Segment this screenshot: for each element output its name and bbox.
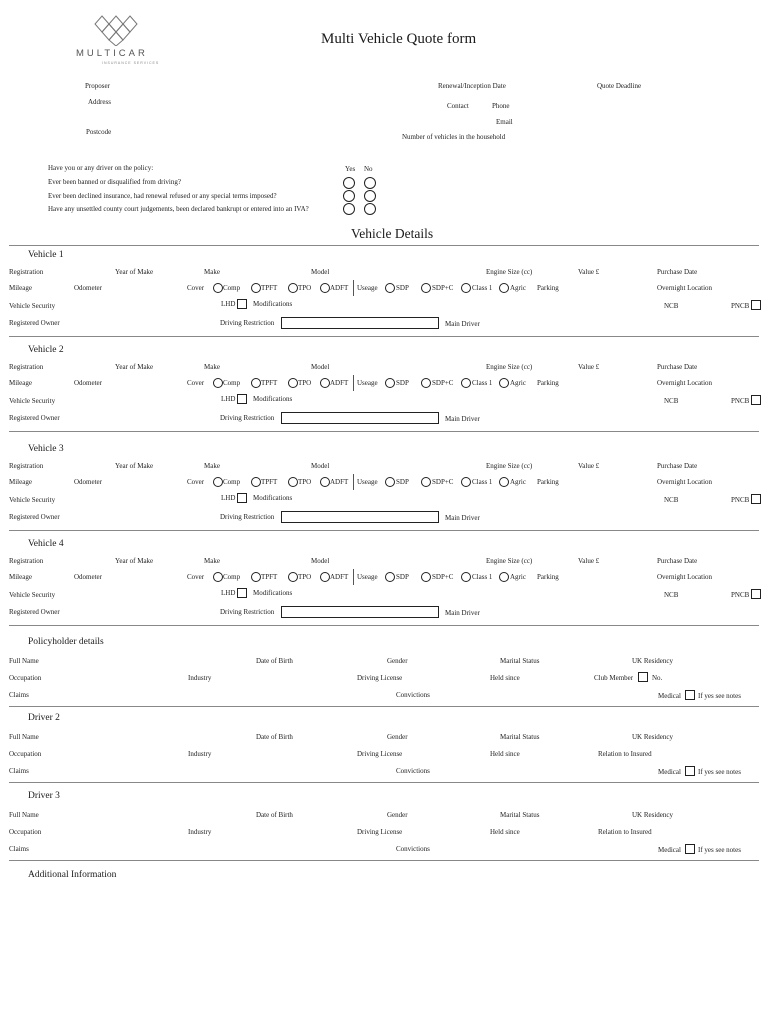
engine-size-label: Engine Size (cc) (486, 268, 533, 276)
tpft-label: TPFT (261, 379, 278, 387)
uk-residency-label: UK Residency (632, 733, 674, 741)
driving-restriction-label: Driving Restriction (220, 608, 275, 616)
full-name-label: Full Name (9, 657, 39, 665)
class1-label: Class 1 (472, 478, 493, 486)
question-declined: Ever been declined insurance, had renewal refused or any special terms imposed? (48, 192, 277, 200)
yes-label: Yes (345, 165, 356, 173)
lhd-checkbox[interactable] (237, 588, 247, 598)
cover-label: Cover (187, 284, 205, 292)
odometer-label: Odometer (74, 379, 102, 387)
useage-label: Useage (357, 379, 378, 387)
useage-agric-radio[interactable] (499, 283, 509, 293)
club-member-checkbox[interactable] (638, 672, 648, 682)
occupation-label: Occupation (9, 828, 42, 836)
useage-sdp-radio[interactable] (385, 572, 395, 582)
class1-label: Class 1 (472, 284, 493, 292)
cover-tpo-radio[interactable] (288, 378, 298, 388)
separator (353, 569, 354, 585)
lhd-label: LHD (221, 395, 236, 403)
registered-owner-label: Registered Owner (9, 319, 60, 327)
held-since-label: Held since (490, 750, 520, 758)
cover-label: Cover (187, 379, 205, 387)
overnight-location-label: Overnight Location (657, 379, 713, 387)
cover-adft-radio[interactable] (320, 283, 330, 293)
tpo-label: TPO (298, 573, 312, 581)
agric-label: Agric (510, 379, 526, 387)
lhd-label: LHD (221, 300, 236, 308)
odometer-label: Odometer (74, 573, 102, 581)
relation-label: Relation to Insured (598, 828, 652, 836)
driving-licence-label: Driving License (357, 828, 403, 836)
useage-sdpc-radio[interactable] (421, 378, 431, 388)
occupation-label: Occupation (9, 674, 42, 682)
medical-label: Medical (658, 846, 681, 854)
vehicle-security-label: Vehicle Security (9, 591, 56, 599)
club-member-label: Club Member (594, 674, 634, 682)
vehicle-details-title: Vehicle Details (351, 226, 434, 241)
driving-restriction-input[interactable] (281, 511, 439, 523)
year-of-make-label: Year of Make (115, 462, 154, 470)
medical-label: Medical (658, 768, 681, 776)
lhd-checkbox[interactable] (237, 493, 247, 503)
sdpc-label: SDP+C (432, 284, 454, 292)
model-label: Model (311, 462, 330, 470)
divider (9, 530, 759, 531)
address-label: Address (88, 98, 111, 106)
main-driver-label: Main Driver (445, 514, 480, 522)
modifications-label: Modifications (253, 395, 293, 403)
overnight-location-label: Overnight Location (657, 573, 713, 581)
sdp-label: SDP (396, 284, 409, 292)
page-title: Multi Vehicle Quote form (321, 31, 477, 47)
modifications-label: Modifications (253, 589, 293, 597)
sdpc-label: SDP+C (432, 379, 454, 387)
cover-comp-radio[interactable] (213, 477, 223, 487)
claims-label: Claims (9, 767, 29, 775)
dob-label: Date of Birth (256, 657, 293, 665)
question-banned: Ever been banned or disqualified from driving? (48, 178, 181, 186)
class1-label: Class 1 (472, 573, 493, 581)
tpft-label: TPFT (261, 478, 278, 486)
ncb-label: NCB (664, 496, 679, 504)
renewal-date-label: Renewal/Inception Date (438, 82, 506, 90)
convictions-label: Convictions (396, 767, 430, 775)
marital-status-label: Marital Status (500, 657, 540, 665)
cover-tpft-radio[interactable] (251, 572, 261, 582)
marital-status-label: Marital Status (500, 811, 540, 819)
lhd-checkbox[interactable] (237, 299, 247, 309)
phone-label: Phone (492, 102, 510, 110)
model-label: Model (311, 363, 330, 371)
occupation-label: Occupation (9, 750, 42, 758)
year-of-make-label: Year of Make (115, 363, 154, 371)
claims-label: Claims (9, 691, 29, 699)
modifications-label: Modifications (253, 300, 293, 308)
ncb-label: NCB (664, 591, 679, 599)
sdp-label: SDP (396, 478, 409, 486)
registration-label: Registration (9, 268, 44, 276)
comp-label: Comp (223, 573, 241, 581)
overnight-location-label: Overnight Location (657, 478, 713, 486)
cover-adft-radio[interactable] (320, 572, 330, 582)
cover-adft-radio[interactable] (320, 477, 330, 487)
parking-label: Parking (537, 478, 559, 486)
driving-restriction-input[interactable] (281, 412, 439, 424)
pncb-label: PNCB (731, 397, 750, 405)
cover-tpft-radio[interactable] (251, 378, 261, 388)
useage-sdp-radio[interactable] (385, 477, 395, 487)
adft-label: ADFT (330, 379, 349, 387)
marital-status-label: Marital Status (500, 733, 540, 741)
useage-label: Useage (357, 573, 378, 581)
divider (9, 782, 759, 783)
registration-label: Registration (9, 363, 44, 371)
divider (9, 625, 759, 626)
class1-label: Class 1 (472, 379, 493, 387)
useage-class1-radio[interactable] (461, 283, 471, 293)
cover-tpft-radio[interactable] (251, 477, 261, 487)
convictions-label: Convictions (396, 845, 430, 853)
industry-label: Industry (188, 750, 212, 758)
parking-label: Parking (537, 573, 559, 581)
useage-agric-radio[interactable] (499, 477, 509, 487)
driving-restriction-label: Driving Restriction (220, 414, 275, 422)
vehicle-title: Vehicle 1 (28, 250, 64, 260)
proposer-label: Proposer (85, 82, 110, 90)
ncb-label: NCB (664, 302, 679, 310)
contact-label: Contact (447, 102, 469, 110)
useage-agric-radio[interactable] (499, 378, 509, 388)
registered-owner-label: Registered Owner (9, 513, 60, 521)
divider (9, 706, 759, 707)
held-since-label: Held since (490, 828, 520, 836)
purchase-date-label: Purchase Date (657, 363, 698, 371)
registration-label: Registration (9, 462, 44, 470)
pncb-label: PNCB (731, 302, 750, 310)
parking-label: Parking (537, 284, 559, 292)
cover-tpo-radio[interactable] (288, 477, 298, 487)
purchase-date-label: Purchase Date (657, 462, 698, 470)
driving-restriction-input[interactable] (281, 606, 439, 618)
ncb-label: NCB (664, 397, 679, 405)
value-label: Value £ (578, 462, 600, 470)
question-intro: Have you or any driver on the policy: (48, 164, 154, 172)
make-label: Make (204, 363, 220, 371)
adft-label: ADFT (330, 573, 349, 581)
mileage-label: Mileage (9, 379, 32, 387)
mileage-label: Mileage (9, 573, 32, 581)
modifications-label: Modifications (253, 494, 293, 502)
industry-label: Industry (188, 674, 212, 682)
medical-label: Medical (658, 692, 681, 700)
sdpc-label: SDP+C (432, 478, 454, 486)
driving-licence-label: Driving License (357, 750, 403, 758)
additional-info-title: Additional Information (28, 870, 117, 880)
question-ccj: Have any unsettled county court judgements, been declared bankrupt or entered into an IVA? (48, 205, 309, 213)
vehicle-title: Vehicle 3 (28, 444, 64, 454)
engine-size-label: Engine Size (cc) (486, 557, 533, 565)
email-label: Email (496, 118, 513, 126)
make-label: Make (204, 462, 220, 470)
person-title: Policyholder details (28, 637, 104, 647)
year-of-make-label: Year of Make (115, 557, 154, 565)
num-vehicles-label: Number of vehicles in the household (402, 133, 506, 141)
pncb-checkbox[interactable] (751, 589, 761, 599)
driving-licence-label: Driving License (357, 674, 403, 682)
value-label: Value £ (578, 363, 600, 371)
cover-adft-radio[interactable] (320, 378, 330, 388)
mileage-label: Mileage (9, 284, 32, 292)
uk-residency-label: UK Residency (632, 657, 674, 665)
registered-owner-label: Registered Owner (9, 608, 60, 616)
useage-sdp-radio[interactable] (385, 283, 395, 293)
comp-label: Comp (223, 284, 241, 292)
club-no-label: No. (652, 674, 663, 682)
divider (9, 431, 759, 432)
if-yes-label: If yes see notes (698, 768, 741, 776)
year-of-make-label: Year of Make (115, 268, 154, 276)
mileage-label: Mileage (9, 478, 32, 486)
cover-comp-radio[interactable] (213, 572, 223, 582)
vehicle-title: Vehicle 4 (28, 539, 64, 549)
declined-no-radio[interactable] (364, 190, 376, 202)
lhd-label: LHD (221, 494, 236, 502)
sdpc-label: SDP+C (432, 573, 454, 581)
driving-restriction-label: Driving Restriction (220, 513, 275, 521)
odometer-label: Odometer (74, 478, 102, 486)
adft-label: ADFT (330, 284, 349, 292)
cover-tpft-radio[interactable] (251, 283, 261, 293)
gender-label: Gender (387, 811, 408, 819)
useage-agric-radio[interactable] (499, 572, 509, 582)
parking-label: Parking (537, 379, 559, 387)
useage-sdpc-radio[interactable] (421, 477, 431, 487)
claims-label: Claims (9, 845, 29, 853)
vehicle-security-label: Vehicle Security (9, 302, 56, 310)
quote-deadline-label: Quote Deadline (597, 82, 642, 90)
tpft-label: TPFT (261, 284, 278, 292)
divider (9, 336, 759, 337)
vehicle-title: Vehicle 2 (28, 345, 64, 355)
lhd-label: LHD (221, 589, 236, 597)
useage-label: Useage (357, 284, 378, 292)
useage-sdpc-radio[interactable] (421, 283, 431, 293)
value-label: Value £ (578, 268, 600, 276)
purchase-date-label: Purchase Date (657, 557, 698, 565)
cover-label: Cover (187, 478, 205, 486)
separator (353, 474, 354, 490)
declined-yes-radio[interactable] (343, 190, 355, 202)
gender-label: Gender (387, 733, 408, 741)
agric-label: Agric (510, 478, 526, 486)
convictions-label: Convictions (396, 691, 430, 699)
model-label: Model (311, 557, 330, 565)
medical-checkbox[interactable] (685, 766, 695, 776)
pncb-label: PNCB (731, 591, 750, 599)
main-driver-label: Main Driver (445, 415, 480, 423)
agric-label: Agric (510, 573, 526, 581)
value-label: Value £ (578, 557, 600, 565)
useage-label: Useage (357, 478, 378, 486)
postcode-label: Postcode (86, 128, 112, 136)
medical-checkbox[interactable] (685, 844, 695, 854)
vehicle-security-label: Vehicle Security (9, 397, 56, 405)
full-name-label: Full Name (9, 733, 39, 741)
main-driver-label: Main Driver (445, 320, 480, 328)
make-label: Make (204, 268, 220, 276)
useage-class1-radio[interactable] (461, 477, 471, 487)
tpft-label: TPFT (261, 573, 278, 581)
engine-size-label: Engine Size (cc) (486, 363, 533, 371)
useage-class1-radio[interactable] (461, 378, 471, 388)
separator (353, 280, 354, 296)
cover-label: Cover (187, 573, 205, 581)
if-yes-label: If yes see notes (698, 692, 741, 700)
medical-checkbox[interactable] (685, 690, 695, 700)
dob-label: Date of Birth (256, 811, 293, 819)
divider (9, 245, 759, 246)
engine-size-label: Engine Size (cc) (486, 462, 533, 470)
make-label: Make (204, 557, 220, 565)
registration-label: Registration (9, 557, 44, 565)
banned-yes-radio[interactable] (343, 177, 355, 189)
full-name-label: Full Name (9, 811, 39, 819)
logo-text: MULTICAR (76, 48, 148, 59)
tpo-label: TPO (298, 379, 312, 387)
uk-residency-label: UK Residency (632, 811, 674, 819)
person-title: Driver 3 (28, 791, 60, 801)
logo (76, 14, 160, 66)
lhd-checkbox[interactable] (237, 394, 247, 404)
sdp-label: SDP (396, 573, 409, 581)
pncb-checkbox[interactable] (751, 395, 761, 405)
tpo-label: TPO (298, 284, 312, 292)
held-since-label: Held since (490, 674, 520, 682)
registered-owner-label: Registered Owner (9, 414, 60, 422)
agric-label: Agric (510, 284, 526, 292)
ccj-no-radio[interactable] (364, 203, 376, 215)
comp-label: Comp (223, 379, 241, 387)
if-yes-label: If yes see notes (698, 846, 741, 854)
pncb-checkbox[interactable] (751, 494, 761, 504)
cover-comp-radio[interactable] (213, 283, 223, 293)
overnight-location-label: Overnight Location (657, 284, 713, 292)
divider (9, 860, 759, 861)
logo-tagline: INSURANCE SERVICES (102, 61, 160, 65)
tpo-label: TPO (298, 478, 312, 486)
separator (353, 375, 354, 391)
useage-sdpc-radio[interactable] (421, 572, 431, 582)
purchase-date-label: Purchase Date (657, 268, 698, 276)
person-title: Driver 2 (28, 713, 60, 723)
useage-class1-radio[interactable] (461, 572, 471, 582)
vehicle-security-label: Vehicle Security (9, 496, 56, 504)
cover-comp-radio[interactable] (213, 378, 223, 388)
useage-sdp-radio[interactable] (385, 378, 395, 388)
odometer-label: Odometer (74, 284, 102, 292)
cover-tpo-radio[interactable] (288, 283, 298, 293)
comp-label: Comp (223, 478, 241, 486)
adft-label: ADFT (330, 478, 349, 486)
relation-label: Relation to Insured (598, 750, 652, 758)
banned-no-radio[interactable] (364, 177, 376, 189)
pncb-checkbox[interactable] (751, 300, 761, 310)
dob-label: Date of Birth (256, 733, 293, 741)
ccj-yes-radio[interactable] (343, 203, 355, 215)
no-label: No (364, 165, 373, 173)
pncb-label: PNCB (731, 496, 750, 504)
gender-label: Gender (387, 657, 408, 665)
driving-restriction-label: Driving Restriction (220, 319, 275, 327)
driving-restriction-input[interactable] (281, 317, 439, 329)
model-label: Model (311, 268, 330, 276)
sdp-label: SDP (396, 379, 409, 387)
industry-label: Industry (188, 828, 212, 836)
logo-diamond-icon (94, 14, 138, 46)
main-driver-label: Main Driver (445, 609, 480, 617)
cover-tpo-radio[interactable] (288, 572, 298, 582)
